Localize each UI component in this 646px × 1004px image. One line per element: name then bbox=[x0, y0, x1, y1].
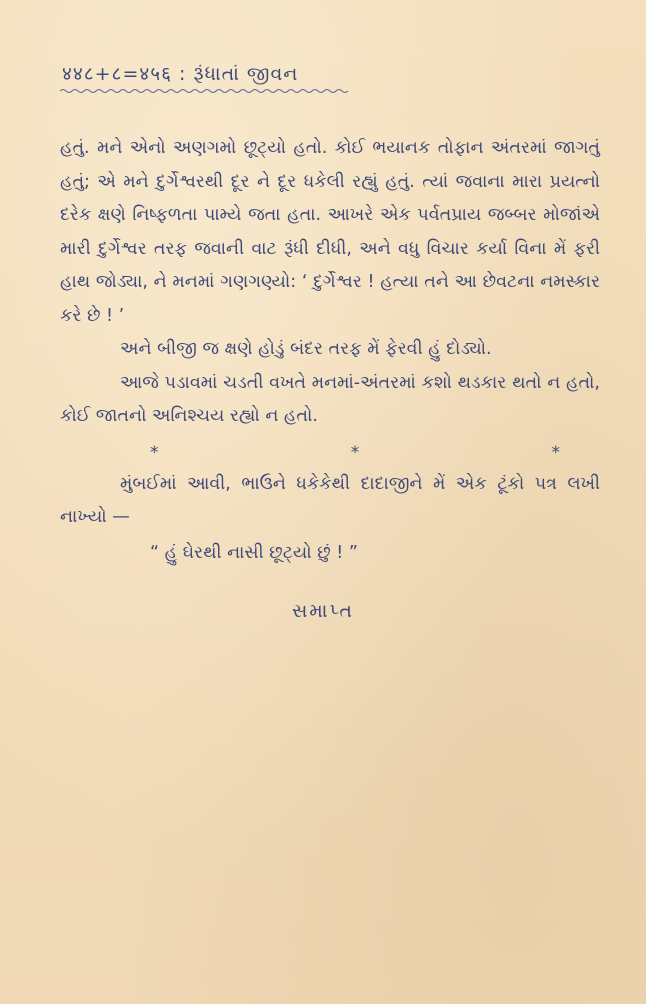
quoted-letter: “ હું ઘેરથી નાસી છૂટ્યો છું ! ” bbox=[150, 542, 358, 563]
paragraph-1: હતું. મને એનો અણગમો છૂટ્યો હતો. કોઈ ભયાનક તોફાન અંતરમાં જાગતું હતું; એ મને દુર્ગેશ્વરથી દૂર ને દૂર ધકેલી રહ્યું હતું. ત્યાં જવાના મારા પ્રયત્નો દરેક ક્ષણે નિષ્ફળતા પામ્યે જતા હતા. આખરે એક પર્વતપ્રાય જબ્બર મોજાંએ મારી દુર્ગેશ્વર તરફ જવાની વાટ રૂંધી દીધી, અને વધુ વિચાર કર્યા વિના મેં ફરી હાથ જોડ્યા, ને મનમાં ગણગણ્યો: ‘ દુર્ગેશ્વર ! હત્યા તને આ છેવટના નમસ્કાર કરે છે ! ’ bbox=[60, 138, 600, 326]
wavy-rule bbox=[60, 88, 350, 94]
section-break bbox=[150, 438, 560, 468]
end-mark: સમાપ્ત bbox=[292, 600, 354, 622]
paragraph-4: મુંબઈમાં આવી, ભાઉને ધકેકેથી દાદાજીને મેં એક ટૂંકો પત્ર લખી નાખ્યો — bbox=[60, 473, 600, 527]
main-text bbox=[60, 132, 600, 570]
star-1: * bbox=[150, 442, 159, 463]
star-2: * bbox=[350, 442, 360, 463]
paragraph-2: અને બીજી જ ક્ષણે હોડું બંદર તરફ મેં ફેરવી હું દોડ્યો. bbox=[120, 339, 492, 359]
star-3: * bbox=[551, 442, 560, 463]
running-header: ४४८+८=४५६ : રૂંધાતાં જીવન bbox=[62, 63, 299, 85]
paragraph-3: આજે પડાવમાં ચડતી વખતે મનમાં-અંતરમાં કશો થડકાર થતો ન હતો, કોઈ જાતનો અનિશ્ચય રહ્યો ન હતો. bbox=[60, 372, 600, 426]
